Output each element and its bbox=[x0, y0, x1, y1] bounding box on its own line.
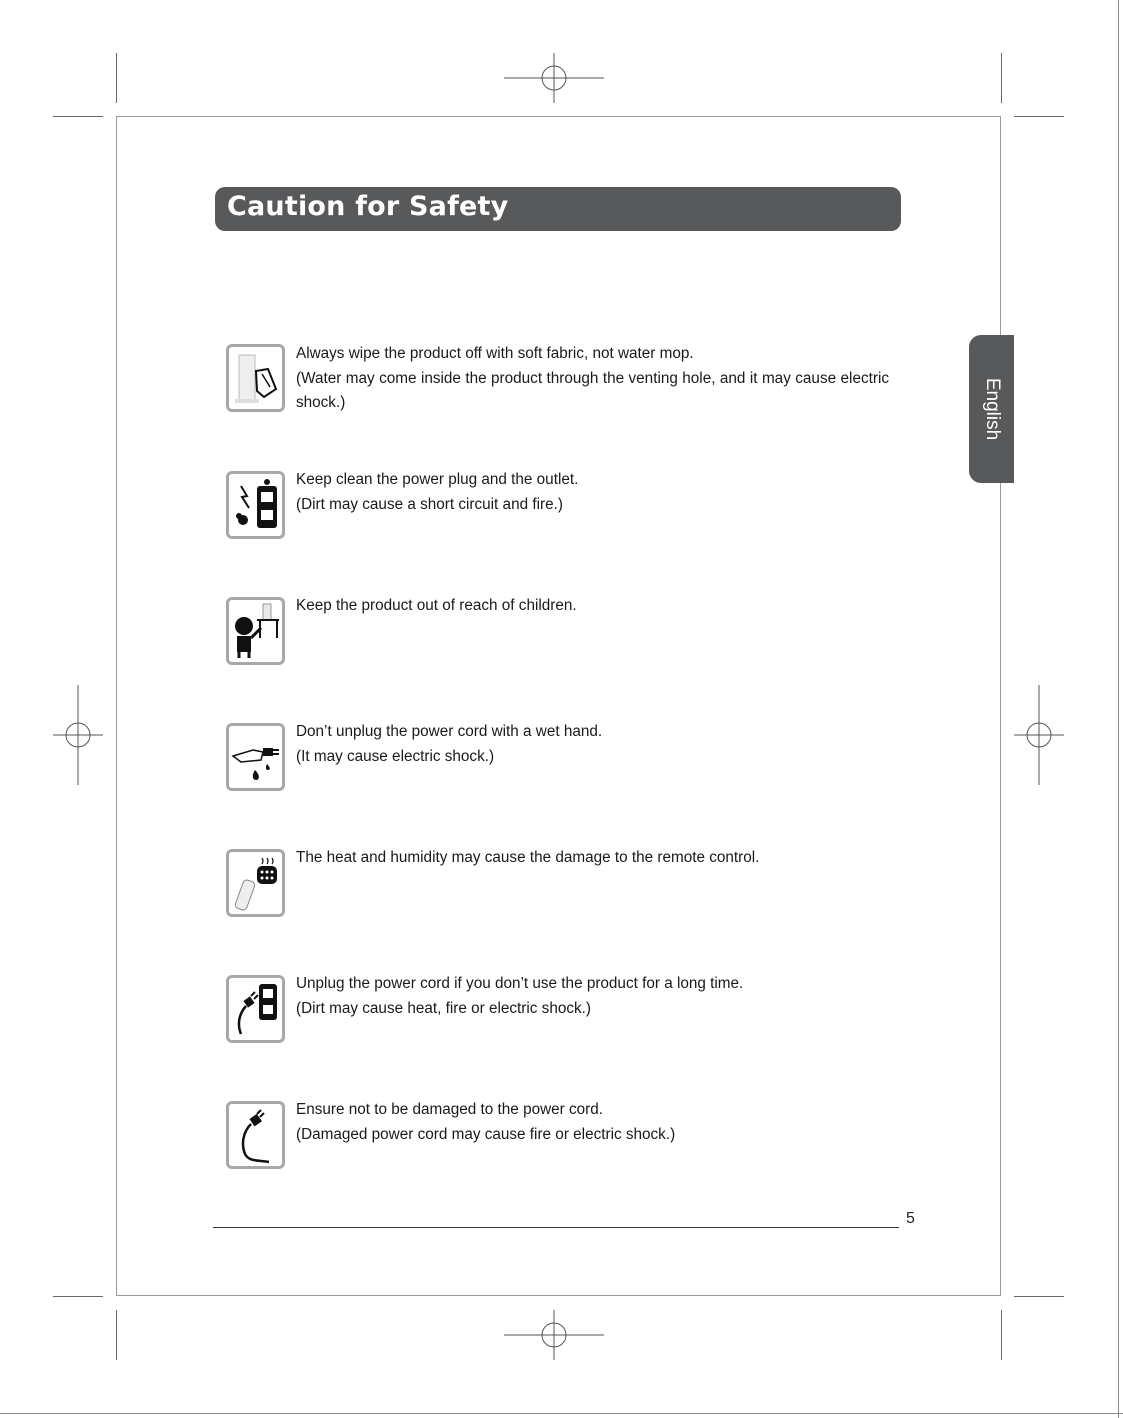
caution-item bbox=[296, 1098, 889, 1147]
caution-item bbox=[296, 972, 889, 1021]
caution-reason: (Water may come inside the product through the venting hole, and it may cause electric shock.) bbox=[296, 369, 889, 411]
registration-mark-right bbox=[1014, 685, 1064, 785]
caution-text: The heat and humidity may cause the damage to the remote control. bbox=[296, 849, 760, 866]
caution-item bbox=[296, 720, 889, 769]
caution-text: Don’t unplug the power cord with a wet hand. bbox=[296, 723, 603, 740]
caution-item bbox=[296, 846, 889, 871]
caution-text: Unplug the power cord if you don’t use the product for a long time. bbox=[296, 975, 744, 992]
registration-mark-left bbox=[53, 685, 103, 785]
caution-reason: (Dirt may cause a short circuit and fire.) bbox=[296, 495, 563, 513]
caution-text: Keep clean the power plug and the outlet. bbox=[296, 471, 579, 488]
caution-text: Ensure not to be damaged to the power cord. bbox=[296, 1101, 603, 1118]
language-tab-label: English bbox=[981, 377, 1003, 441]
caution-reason: (Dirt may cause heat, fire or electric shock.) bbox=[296, 999, 591, 1017]
caution-reason: (Damaged power cord may cause fire or electric shock.) bbox=[296, 1125, 676, 1143]
sheet-edge-bottom bbox=[0, 1413, 1123, 1414]
caution-item bbox=[296, 468, 889, 517]
footer-rule bbox=[213, 1227, 899, 1228]
sheet-edge-right bbox=[1118, 0, 1119, 1418]
caution-text: Always wipe the product off with soft fabric, not water mop. bbox=[296, 345, 694, 362]
wet-hand-plug-icon bbox=[226, 723, 285, 791]
language-tab bbox=[969, 335, 1014, 483]
caution-item bbox=[296, 342, 889, 416]
registration-mark-top bbox=[504, 53, 604, 103]
page-title: Caution for Safety bbox=[227, 191, 509, 222]
section-header bbox=[215, 187, 901, 231]
dirty-outlet-icon bbox=[226, 471, 285, 539]
wipe-cloth-icon bbox=[226, 344, 285, 412]
remote-heat-icon bbox=[226, 849, 285, 917]
power-cord-icon bbox=[226, 1101, 285, 1169]
caution-text: Keep the product out of reach of children. bbox=[296, 597, 577, 614]
registration-mark-bottom bbox=[504, 1310, 604, 1360]
unplug-outlet-icon bbox=[226, 975, 285, 1043]
page-number: 5 bbox=[906, 1210, 915, 1227]
child-reach-icon bbox=[226, 597, 285, 665]
caution-item bbox=[296, 594, 889, 619]
caution-reason: (It may cause electric shock.) bbox=[296, 747, 495, 765]
